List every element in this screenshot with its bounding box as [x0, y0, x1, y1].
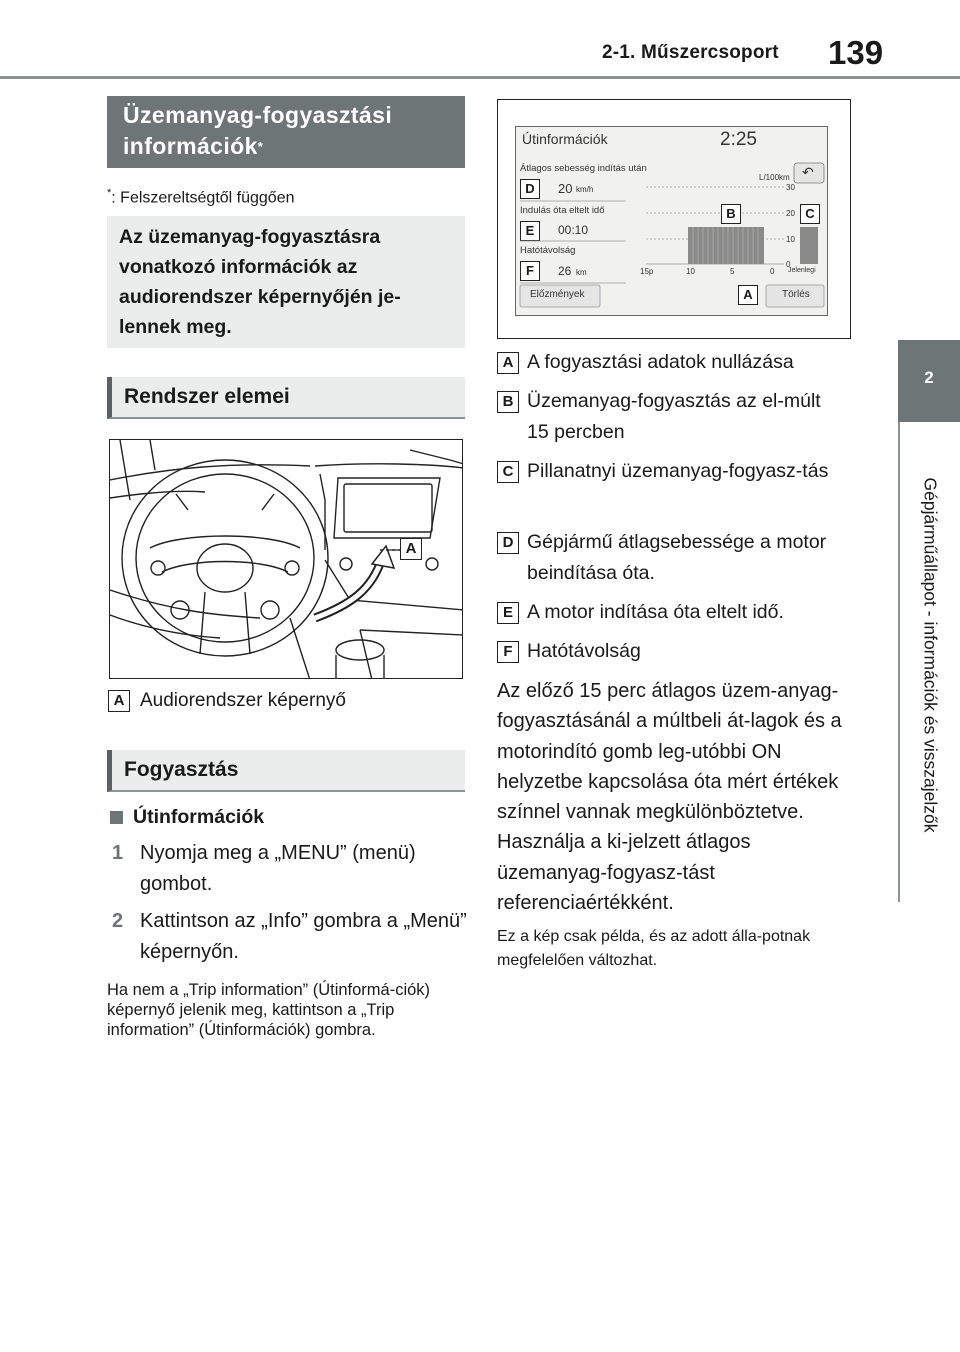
page-title-line1: Üzemanyag-fogyasztási [123, 102, 393, 128]
callout-f: F [520, 261, 540, 281]
elapsed-label: Indulás óta eltelt idő [520, 205, 605, 216]
callout-b: B [721, 204, 741, 224]
caption-callout: A [108, 690, 130, 712]
header-rule [0, 76, 960, 79]
step-text: Nyomja meg a „MENU” (menü) gombot. [140, 842, 416, 895]
legend-letter: C [497, 461, 519, 483]
section-heading-rendszer: Rendszer elemei [107, 377, 465, 419]
info-box [107, 216, 465, 348]
unit-label: L/100km [759, 173, 790, 182]
section-heading-fogyasztas: Fogyasztás [107, 750, 465, 792]
x-tick: 10 [686, 267, 695, 276]
trip-info-figure [497, 99, 851, 339]
page-number: 139 [828, 34, 884, 71]
history-button[interactable]: Előzmények [530, 289, 585, 300]
x-tick: 15p [640, 267, 654, 276]
legend-text: Hatótávolság [527, 640, 641, 662]
footnote-mark: * [107, 187, 112, 199]
screen-graphics [516, 127, 828, 316]
section-header: 2-1. Műszercsoport [602, 42, 779, 63]
info-line: Az üzemanyag-fogyasztásra [119, 226, 381, 248]
y-tick: 20 [786, 209, 795, 218]
x-tick: 0 [770, 267, 775, 276]
avg-speed-unit: km/h [576, 185, 594, 194]
back-arrow-icon[interactable]: ↶ [802, 164, 814, 180]
legend-text: Üzemanyag-fogyasztás az el-múlt 15 percben [527, 390, 821, 443]
title-asterisk: * [257, 139, 264, 154]
avg-speed-label: Átlagos sebesség indítás után [520, 163, 647, 174]
dashboard-illustration [109, 439, 463, 679]
legend-text: Gépjármű átlagsebessége a motor beindítása óta. [527, 531, 827, 584]
legend-text: A motor indítása óta eltelt idő. [527, 601, 784, 623]
legend-letter: A [497, 352, 519, 374]
callout-e: E [520, 221, 540, 241]
range-label: Hatótávolság [520, 245, 576, 256]
chapter-title: Gépjárműállapot - információk és visszajelzők [920, 477, 941, 833]
page-title-line2: információk [123, 133, 258, 159]
elapsed-value: 00:10 [558, 223, 589, 237]
legend-letter: B [497, 391, 519, 413]
callout-d: D [520, 179, 540, 199]
step-number: 1 [112, 842, 124, 864]
clear-button[interactable]: Törlés [782, 289, 810, 300]
chapter-number: 2 [924, 368, 934, 387]
note-left: Ha nem a „Trip information” (Útinformá-ciók) képernyő jelenik meg, kattintson a „Trip information” (Útinformációk) gombra. [107, 981, 431, 1039]
chapter-rule [898, 422, 900, 902]
y-tick: 30 [786, 183, 795, 192]
step-text: Kattintson az „Info” gombra a „Menü” képernyőn. [140, 910, 467, 963]
legend-letter: E [497, 602, 519, 624]
range-unit: km [576, 268, 587, 277]
current-label: Jelenlegi [788, 267, 816, 274]
subsection-heading [110, 806, 264, 829]
footnote [107, 187, 295, 207]
info-line: audiorendszer képernyőjén je- [119, 286, 401, 308]
info-line: lennek meg. [119, 316, 232, 338]
body-paragraph: Az előző 15 perc átlagos üzem-anyag-fogyasztásánál a múltbeli át-lagok és a motorindító gomb leg-utóbbi ON helyzetbe kapcsolása óta mért értékek színnel vannak megkülönböztetve. Használja a ki-jelzett átlagos üzemanyag-fogyasz-tást referenciaértékként. [497, 680, 842, 915]
callout-c: C [800, 204, 820, 224]
callout-a-dashboard: A [400, 538, 422, 560]
y-tick: 10 [786, 235, 795, 244]
trip-info-screen [515, 126, 828, 316]
page-title [107, 96, 465, 168]
callout-a-screen: A [738, 285, 758, 305]
legend-letter: D [497, 532, 519, 554]
avg-speed-value: 20 [558, 181, 573, 196]
screen-title: Útinformációk [522, 131, 608, 147]
bullet-square-icon [110, 811, 123, 824]
figure-caption [108, 690, 346, 712]
note-right: Ez a kép csak példa, és az adott álla-potnak megfelelően változhat. [497, 928, 811, 969]
caption-text: Audiorendszer képernyő [140, 690, 346, 711]
screen-time: 2:25 [720, 129, 757, 150]
info-line: vonatkozó információk az [119, 256, 358, 278]
x-tick: 5 [730, 267, 735, 276]
y-tick: 0 [786, 260, 791, 269]
range-value: 26 [558, 264, 572, 278]
step-number: 2 [112, 910, 124, 932]
footnote-text: : Felszereltségtől függően [111, 189, 295, 207]
chapter-tab [898, 340, 960, 422]
legend-letter: F [497, 641, 519, 663]
subsection-title: Útinformációk [133, 806, 265, 828]
legend-text: Pillanatnyi üzemanyag-fogyasz-tás [527, 460, 829, 482]
legend-text: A fogyasztási adatok nullázása [527, 351, 794, 373]
